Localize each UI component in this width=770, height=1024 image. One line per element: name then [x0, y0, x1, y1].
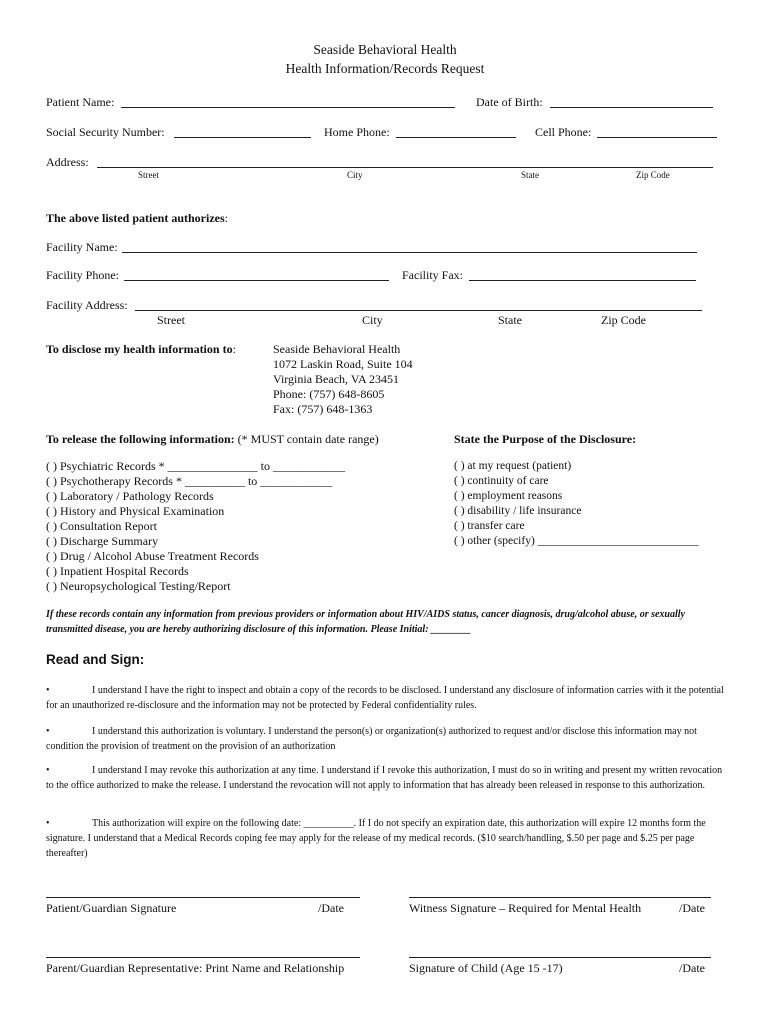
recipient-phone: Phone: (757) 648-8605: [273, 387, 385, 401]
facility-fax-label: Facility Fax:: [402, 268, 463, 282]
recipient-street: 1072 Laskin Road, Suite 104: [273, 357, 413, 371]
address-label: Address:: [46, 155, 89, 169]
patient-name-field[interactable]: [121, 107, 455, 108]
organization-name: Seaside Behavioral Health: [313, 42, 457, 57]
release-option-laboratory[interactable]: ( ) Laboratory / Pathology Records: [46, 489, 214, 503]
release-option-inpatient[interactable]: ( ) Inpatient Hospital Records: [46, 564, 189, 578]
release-option-psychiatric[interactable]: ( ) Psychiatric Records * _______________ to ____________: [46, 459, 345, 473]
statement-text: I understand I may revoke this authorization at any time. I understand if I revoke this authorization, I must do so in writing and present my written revocation to the office authorized to make the release. I understand the revocation will not apply to information that has already been released in response to this authorization.: [46, 765, 723, 791]
cell-phone-field[interactable]: [597, 137, 717, 138]
bullet: •: [46, 765, 50, 776]
ssn-label: Social Security Number:: [46, 125, 165, 139]
purpose-option-request[interactable]: ( ) at my request (patient): [454, 460, 572, 472]
facility-zip-caption: Zip Code: [601, 313, 646, 327]
recipient-address-block: [273, 342, 413, 417]
facility-address-label: Facility Address:: [46, 298, 128, 312]
patient-name-label: Patient Name:: [46, 95, 115, 109]
ssn-field[interactable]: [174, 137, 311, 138]
release-option-history-physical[interactable]: ( ) History and Physical Examination: [46, 504, 225, 518]
dob-label: Date of Birth:: [476, 95, 543, 109]
purpose-option-disability[interactable]: ( ) disability / life insurance: [454, 505, 582, 517]
sensitive-info-notice: If these records contain any information from previous providers or information about HIV/AIDS status, cancer diagnosis, drug/alcohol abuse, or sexually transmitted disease, you are hereby authorizing disclosure of this information. Please Initial: ________: [46, 609, 685, 635]
facility-state-caption: State: [498, 313, 522, 327]
disclose-label: To disclose my health information to:: [46, 342, 236, 356]
read-sign-heading: Read and Sign:: [46, 652, 145, 667]
release-option-discharge[interactable]: ( ) Discharge Summary: [46, 534, 159, 548]
patient-signature-date-label: /Date: [318, 901, 344, 915]
address-street-caption: Street: [138, 170, 159, 180]
representative-label: Parent/Guardian Representative: Print Name and Relationship: [46, 961, 345, 975]
representative-line[interactable]: [46, 957, 360, 958]
facility-street-caption: Street: [157, 313, 185, 327]
home-phone-label: Home Phone:: [324, 125, 390, 139]
witness-signature-label: Witness Signature – Required for Mental Health: [409, 901, 642, 915]
statement-4: [46, 816, 726, 861]
purpose-option-other[interactable]: ( ) other (specify) ____________________________: [454, 535, 699, 547]
bullet: •: [46, 685, 50, 696]
purpose-option-employment[interactable]: ( ) employment reasons: [454, 490, 563, 502]
witness-signature-date-label: /Date: [679, 901, 705, 915]
statement-2: [46, 724, 726, 754]
child-signature-line[interactable]: [409, 957, 711, 958]
facility-name-field[interactable]: [122, 252, 697, 253]
patient-signature-label: Patient/Guardian Signature: [46, 901, 177, 915]
release-option-neuropsych[interactable]: ( ) Neuropsychological Testing/Report: [46, 579, 231, 593]
release-options-list: [46, 459, 345, 594]
bullet: •: [46, 818, 50, 829]
statement-text: I understand I have the right to inspect and obtain a copy of the records to be disclosed. I understand any disclosure of information carries with it the potential for an unauthorized re-disclosure and the information may not be protected by Federal confidentiality rules.: [46, 685, 724, 711]
bullet: •: [46, 726, 50, 737]
facility-name-label: Facility Name:: [46, 240, 118, 254]
release-heading: To release the following information: (* MUST contain date range): [46, 432, 379, 446]
form-title: Health Information/Records Request: [285, 61, 485, 76]
address-city-caption: City: [347, 170, 363, 180]
patient-signature-line[interactable]: [46, 897, 360, 898]
recipient-fax: Fax: (757) 648-1363: [273, 402, 373, 416]
facility-address-field[interactable]: [135, 310, 702, 311]
purpose-options-list: [454, 459, 699, 549]
recipient-city: Virginia Beach, VA 23451: [273, 372, 399, 386]
child-signature-label: Signature of Child (Age 15 -17): [409, 961, 563, 975]
purpose-heading: State the Purpose of the Disclosure:: [454, 432, 637, 446]
statement-text: I understand this authorization is voluntary. I understand the person(s) or organization(s) authorized to request and/or disclose this information may not condition the provision of treatment on the provision of an authorization: [46, 726, 697, 752]
authorizes-heading: The above listed patient authorizes:: [46, 211, 229, 225]
home-phone-field[interactable]: [396, 137, 516, 138]
statement-3: [46, 763, 726, 793]
child-signature-date-label: /Date: [679, 961, 705, 975]
facility-phone-label: Facility Phone:: [46, 268, 119, 282]
release-option-psychotherapy[interactable]: ( ) Psychotherapy Records * __________ to ____________: [46, 474, 333, 488]
purpose-option-continuity[interactable]: ( ) continuity of care: [454, 475, 549, 487]
recipient-name: Seaside Behavioral Health: [273, 342, 401, 356]
address-state-caption: State: [521, 170, 539, 180]
facility-fax-field[interactable]: [469, 280, 696, 281]
facility-city-caption: City: [362, 313, 383, 327]
address-zip-caption: Zip Code: [636, 170, 670, 180]
dob-field[interactable]: [550, 107, 713, 108]
statement-text: This authorization will expire on the following date: __________. If I do not specify an expiration date, this authorization will expire 12 months form the signature. I understand that a Medical Records coping fee may apply for the release of my medical records. ($10 search/handling, $.50 per page and $.25 per page thereafter): [46, 818, 706, 859]
statement-1: [46, 683, 726, 713]
purpose-option-transfer[interactable]: ( ) transfer care: [454, 520, 525, 532]
release-option-consultation[interactable]: ( ) Consultation Report: [46, 519, 157, 533]
address-field[interactable]: [97, 167, 713, 168]
facility-phone-field[interactable]: [124, 280, 389, 281]
cell-phone-label: Cell Phone:: [535, 125, 592, 139]
witness-signature-line[interactable]: [409, 897, 711, 898]
release-option-drug-alcohol[interactable]: ( ) Drug / Alcohol Abuse Treatment Records: [46, 549, 259, 563]
